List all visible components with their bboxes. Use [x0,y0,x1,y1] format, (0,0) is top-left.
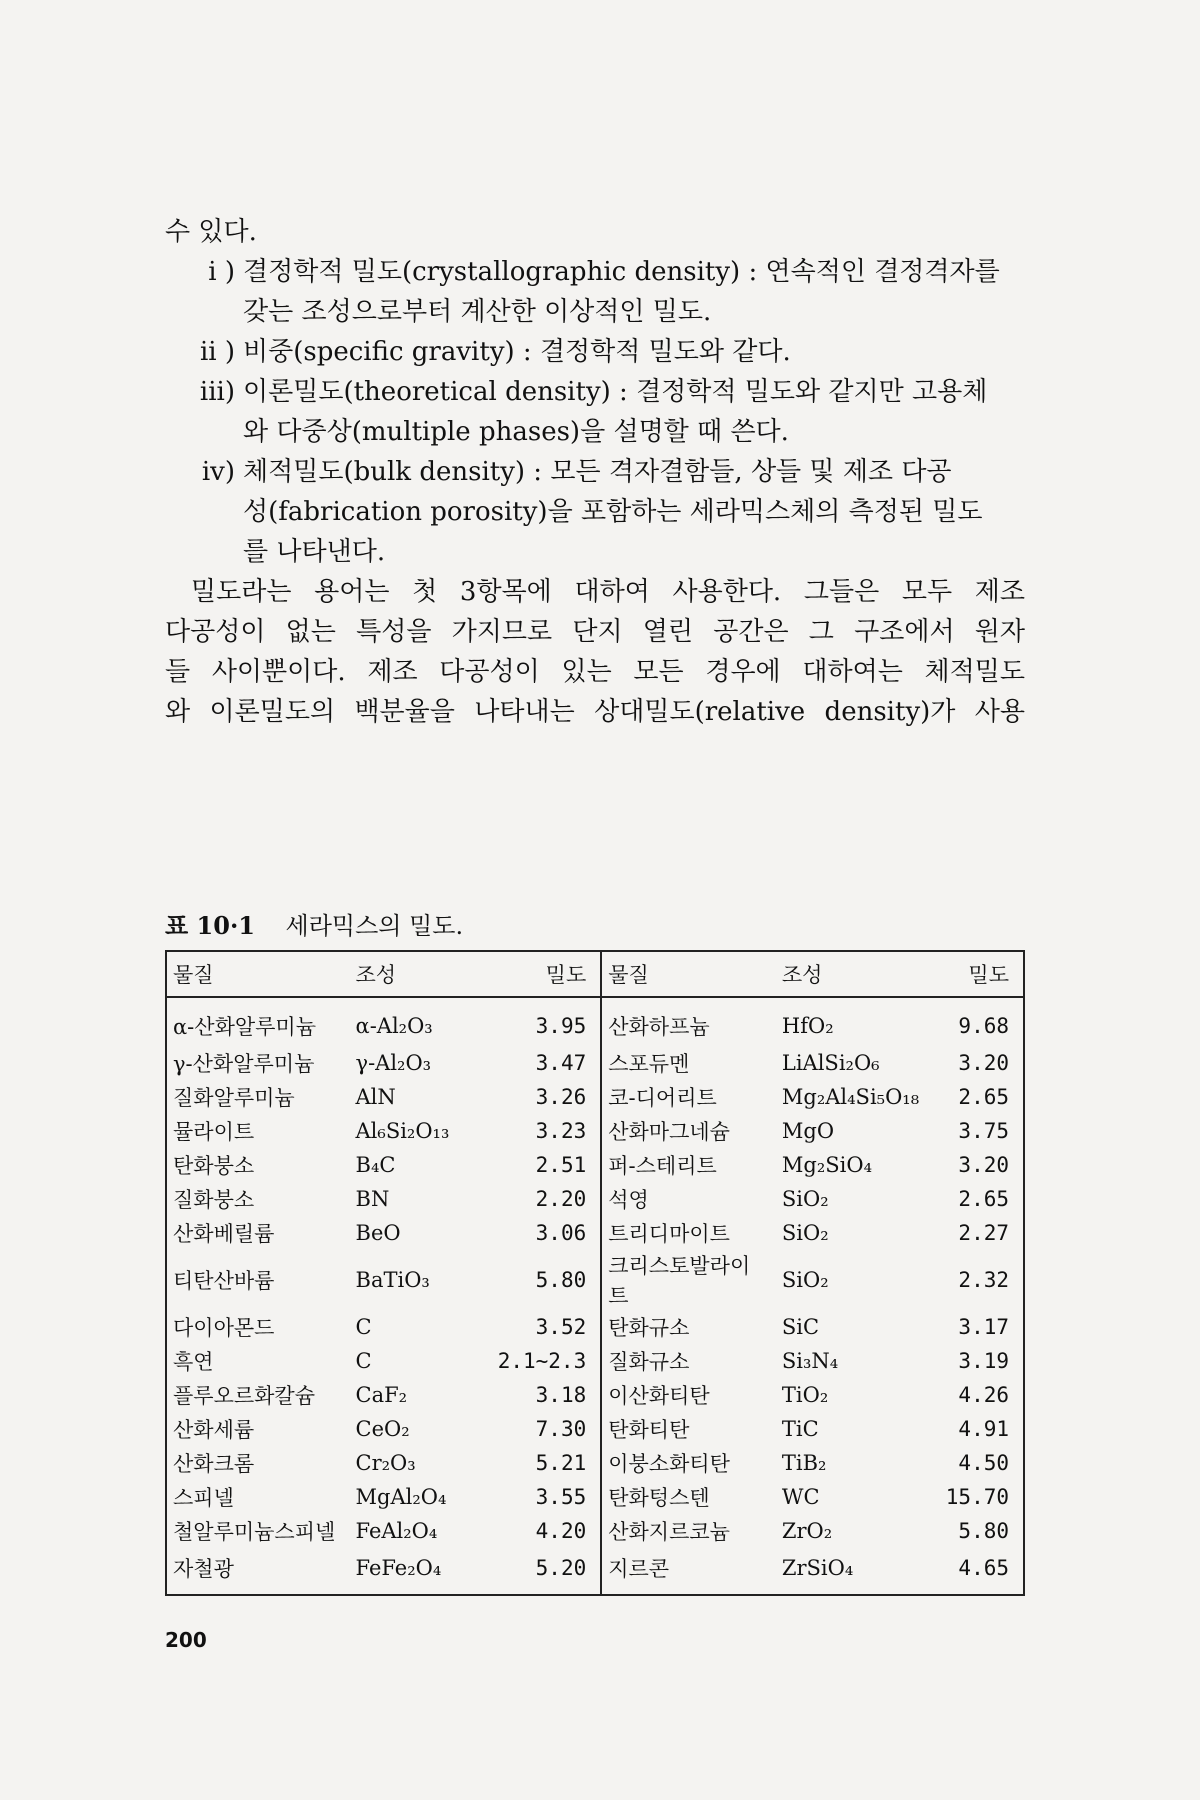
table-row [166,1446,1024,1480]
table-cell: CaF₂ [355,1383,408,1407]
table-cell: 크리스토발라이트 [608,1254,751,1308]
table-cell: 지르콘 [608,1557,670,1581]
table-cell: SiC [781,1315,820,1339]
table-cell: 뮬라이트 [173,1120,255,1144]
table-cell: 질화알루미늄 [173,1086,295,1110]
table-cell: 탄화티탄 [608,1418,690,1442]
table-cell: 질화규소 [608,1350,690,1374]
table-row [166,1480,1024,1514]
table-cell: C [355,1349,372,1373]
definition-item [165,332,1025,372]
table-cell: 3.18 [492,1378,602,1412]
table-cell: 9.68 [958,1014,1009,1038]
header-cell: 조성 [350,951,492,997]
item-line: 비중(specific gravity) : 결정학적 밀도와 같다. [243,337,791,367]
page-number: 200 [165,1628,207,1652]
table-cell: 3.55 [492,1480,602,1514]
table-cell: 다이아몬드 [173,1316,275,1340]
table-cell: B₄C [355,1153,396,1177]
header-cell: 물질 [601,951,776,997]
table-row [166,1378,1024,1412]
table-cell: ZrSiO₄ [781,1556,854,1580]
table-caption [165,906,463,941]
table-cell: 3.19 [958,1349,1009,1373]
table-cell: 3.52 [492,1310,602,1344]
table-cell: MgO [781,1119,835,1143]
table-cell: SiO₂ [781,1221,829,1245]
table-cell: 산화세륨 [173,1418,255,1442]
table-cell: 산화마그네슘 [608,1120,730,1144]
table-cell: TiC [781,1417,819,1441]
table-cell: γ-산화알루미늄 [173,1052,315,1076]
table-cell: FeFe₂O₄ [355,1556,442,1580]
table-cell: 3.20 [958,1153,1009,1177]
table-cell: WC [781,1485,820,1509]
table-cell: 4.91 [958,1417,1009,1441]
table-cell: 질화붕소 [173,1188,255,1212]
table-cell: 4.20 [492,1514,602,1548]
table-cell: 2.1~2.3 [492,1344,602,1378]
item-label: ii ) [199,337,235,367]
item-line: 와 다중상(multiple phases)을 설명할 때 쓴다. [243,417,789,447]
table-cell: MgAl₂O₄ [355,1485,447,1509]
table-cell: 2.65 [958,1187,1009,1211]
table-cell: 철알루미늄스피넬 [173,1520,336,1544]
definition-item [165,372,1025,452]
table-cell: 2.65 [958,1085,1009,1109]
table-cell: 3.75 [958,1119,1009,1143]
table-cell: 티탄산바륨 [173,1269,275,1293]
table-cell: 2.51 [492,1148,602,1182]
definition-item [165,252,1025,332]
table-cell: 2.27 [958,1221,1009,1245]
table-cell: 플루오르화칼슘 [173,1384,316,1408]
table-cell: Al₆Si₂O₁₃ [355,1119,450,1143]
table-cell: 4.50 [958,1451,1009,1475]
table-cell: 코-디어리트 [608,1086,717,1110]
table-cell: 2.20 [492,1182,602,1216]
item-label: i ) [208,257,235,287]
table-cell: 자철광 [173,1557,234,1581]
table-cell: FeAl₂O₄ [355,1519,438,1543]
table-row [166,1310,1024,1344]
table-cell: 5.80 [958,1519,1009,1543]
table-cell: 3.20 [958,1051,1009,1075]
header-cell: 물질 [166,951,350,997]
table-cell: TiB₂ [781,1451,827,1475]
table-row [166,1250,1024,1310]
paragraph-line: 와 이론밀도의 백분율을 나타내는 상대밀도(relative density)가 사용 [165,697,1025,727]
table-cell: SiO₂ [781,1187,829,1211]
table-cell: BaTiO₃ [355,1268,430,1292]
table-cell: SiO₂ [781,1268,829,1292]
table-cell: 석영 [608,1188,649,1212]
table-cell: 산화베릴륨 [173,1222,275,1246]
table-cell: 산화하프늄 [608,1015,710,1039]
item-line: 이론밀도(theoretical density) : 결정학적 밀도와 같지만 고용체 [243,377,988,407]
table-cell: 5.20 [492,1548,602,1595]
table-cell: 탄화텅스텐 [608,1486,710,1510]
intro-line: 수 있다. [165,217,257,247]
table-number: 표 10·1 [165,911,255,940]
table-cell: 퍼-스테리트 [608,1154,717,1178]
table-cell: 스피넬 [173,1486,234,1510]
table-cell: 탄화규소 [608,1316,690,1340]
table-row [166,1216,1024,1250]
table-cell: ZrO₂ [781,1519,833,1543]
table-cell: 이산화티탄 [608,1384,710,1408]
table-row [166,1080,1024,1114]
table-cell: 15.70 [945,1485,1009,1509]
header-cell: 밀도 [492,951,602,997]
table-row [166,997,1024,1046]
table-row [166,1182,1024,1216]
table-row [166,1548,1024,1595]
table-cell: 스포듀멘 [608,1052,690,1076]
table-cell: BeO [355,1221,401,1245]
table-cell: Mg₂Al₄Si₅O₁₈ [781,1085,920,1109]
table-cell: Si₃N₄ [781,1349,839,1373]
table-cell: BN [355,1187,390,1211]
table-row [166,1148,1024,1182]
table-cell: α-Al₂O₃ [355,1014,433,1038]
table-cell: 이붕소화티탄 [608,1452,730,1476]
definition-item [165,452,1025,572]
table-cell: CeO₂ [355,1417,410,1441]
table-cell: 5.21 [492,1446,602,1480]
table-row [166,1114,1024,1148]
table-cell: 4.65 [958,1556,1009,1580]
table-cell: 트리디마이트 [608,1222,730,1246]
table-cell: 3.06 [492,1216,602,1250]
table-cell: 산화크롬 [173,1452,255,1476]
table-cell: 탄화붕소 [173,1154,255,1178]
body-text [165,212,1025,732]
table-header-row [166,951,1024,997]
item-line: 를 나타낸다. [243,537,386,567]
table-row [166,1412,1024,1446]
table-cell: Mg₂SiO₄ [781,1153,872,1177]
table-title: 세라믹스의 밀도. [285,912,464,940]
table-row [166,1046,1024,1080]
table-cell: 흑연 [173,1350,214,1374]
table-cell: γ-Al₂O₃ [355,1051,432,1075]
item-label: iv) [201,457,235,487]
header-cell: 조성 [776,951,940,997]
table-cell: LiAlSi₂O₆ [781,1051,880,1075]
density-table [165,950,1025,1596]
table-cell: Cr₂O₃ [355,1451,416,1475]
table-cell: 산화지르코늄 [608,1520,730,1544]
item-line: 갖는 조성으로부터 계산한 이상적인 밀도. [243,297,712,327]
table-cell: α-산화알루미늄 [173,1015,316,1039]
item-line: 체적밀도(bulk density) : 모든 격자결함들, 상들 및 제조 다공 [243,457,952,487]
table-cell: 4.26 [958,1383,1009,1407]
table-cell: AlN [355,1085,396,1109]
item-line: 성(fabrication porosity)을 포함하는 세라믹스체의 측정된 밀도 [243,497,983,527]
table-cell: 3.17 [958,1315,1009,1339]
item-line: 결정학적 밀도(crystallographic density) : 연속적인 결정격자를 [243,257,1000,287]
table-cell: 3.95 [492,997,602,1046]
table-cell: 2.32 [958,1268,1009,1292]
table-cell: 5.80 [492,1250,602,1310]
table-cell: 3.26 [492,1080,602,1114]
table-row [166,1344,1024,1378]
paragraph-line: 들 사이뿐이다. 제조 다공성이 있는 모든 경우에 대하여는 체적밀도 [165,657,1025,687]
table-cell: TiO₂ [781,1383,829,1407]
table-cell: 3.47 [492,1046,602,1080]
header-cell: 밀도 [940,951,1024,997]
table-cell: HfO₂ [781,1014,834,1038]
table-cell: C [355,1315,372,1339]
table-cell: 3.23 [492,1114,602,1148]
paragraph-line: 밀도라는 용어는 첫 3항목에 대하여 사용한다. 그들은 모두 제조 [191,577,1025,607]
table-row [166,1514,1024,1548]
item-label: iii) [199,377,235,407]
paragraph-line: 다공성이 없는 특성을 가지므로 단지 열린 공간은 그 구조에서 원자 [165,617,1025,647]
table-cell: 7.30 [492,1412,602,1446]
